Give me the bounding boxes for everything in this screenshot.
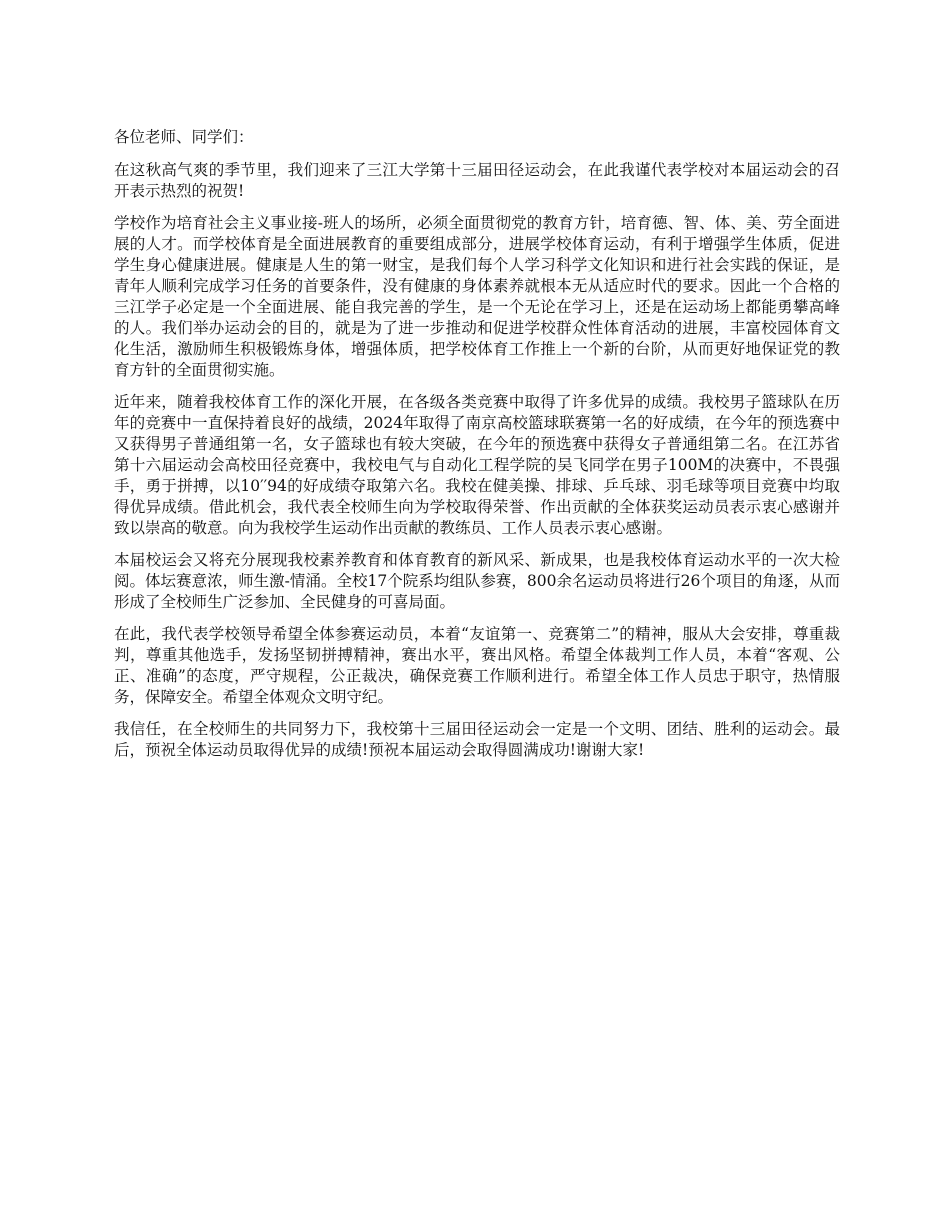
paragraph-achievements: 近年来，随着我校体育工作的深化开展，在各级各类竞赛中取得了许多优异的成绩。我校男子篮球队在历年的竞赛中一直保持着良好的战绩，2024年取得了南京高校篮球联赛第一名的好成绩，在今年的预选赛中又获得男子普通组第一名，女子篮球也有较大突破，在今年的预选赛中获得女子普通组第二名。在江苏省第十六届运动会高校田径竞赛中，我校电气与自动化工程学院的吴飞同学在男子100M的决赛中，不畏强手，勇于拼搏，以10′′94的好成绩夺取第六名。我校在健美操、排球、乒乓球、羽毛球等项目竞赛中均取得优异成绩。借此机会，我代表全校师生向为学校取得荣誉、作出贡献的全体获奖运动员表示衷心感谢并致以崇高的敬意。向为我校学生运动作出贡献的教练员、工作人员表示衷心感谢。: [114, 393, 840, 537]
paragraph-opening: 在这秋高气爽的季节里，我们迎来了三江大学第十三届田径运动会，在此我谨代表学校对本届运动会的召开表示热烈的祝贺!: [114, 161, 840, 200]
salutation: 各位老师、同学们：: [114, 128, 254, 146]
paragraph-mission: 学校作为培育社会主义事业接-班人的场所，必须全面贯彻党的教育方针，培育德、智、体、美、劳全面进展的人才。而学校体育是全面进展教育的重要组成部分，进展学校体育运动，有利于增强学生体质，促进学生身心健康进展。健康是人生的第一财宝，是我们每个人学习科学文化知识和进行社会实践的保证，是青年人顺利完成学习任务的首要条件，没有健康的身体素养就根本无从适应时代的要求。因此一个合格的三江学子必定是一个全面进展、能自我完善的学生，是一个无论在学习上，还是在运动场上都能勇攀高峰的人。我们举办运动会的目的，就是为了进一步推动和促进学校群众性体育活动的进展，丰富校园体育文化生活，激励师生积极锻炼身体，增强体质，把学校体育工作推上一个新的台阶，从而更好地保证党的教育方针的全面贯彻实施。: [114, 214, 840, 379]
document-body: [114, 127, 840, 772]
paragraph-expectations: 在此，我代表学校领导希望全体参赛运动员，本着“友谊第一、竞赛第二”的精神，服从大会安排，尊重裁判，尊重其他选手，发扬坚韧拼搏精神，赛出水平，赛出风格。希望全体裁判工作人员，本着“客观、公正、准确”的态度，严守规程，公正裁决，确保竞赛工作顺利进行。希望全体工作人员忠于职守，热情服务，保障安全。希望全体观众文明守纪。: [114, 625, 840, 706]
paragraph-event: 本届校运会又将充分展现我校素养教育和体育教育的新风采、新成果，也是我校体育运动水平的一次大检阅。体坛赛意浓，师生激-情涌。全校17个院系均组队参赛，800余名运动员将进行26个项目的角逐，从而形成了全校师生广泛参加、全民健身的可喜局面。: [114, 551, 840, 611]
paragraph-closing: 我信任，在全校师生的共同努力下，我校第十三届田径运动会一定是一个文明、团结、胜利的运动会。最后，预祝全体运动员取得优异的成绩!预祝本届运动会取得圆满成功!谢谢大家!: [114, 720, 840, 759]
